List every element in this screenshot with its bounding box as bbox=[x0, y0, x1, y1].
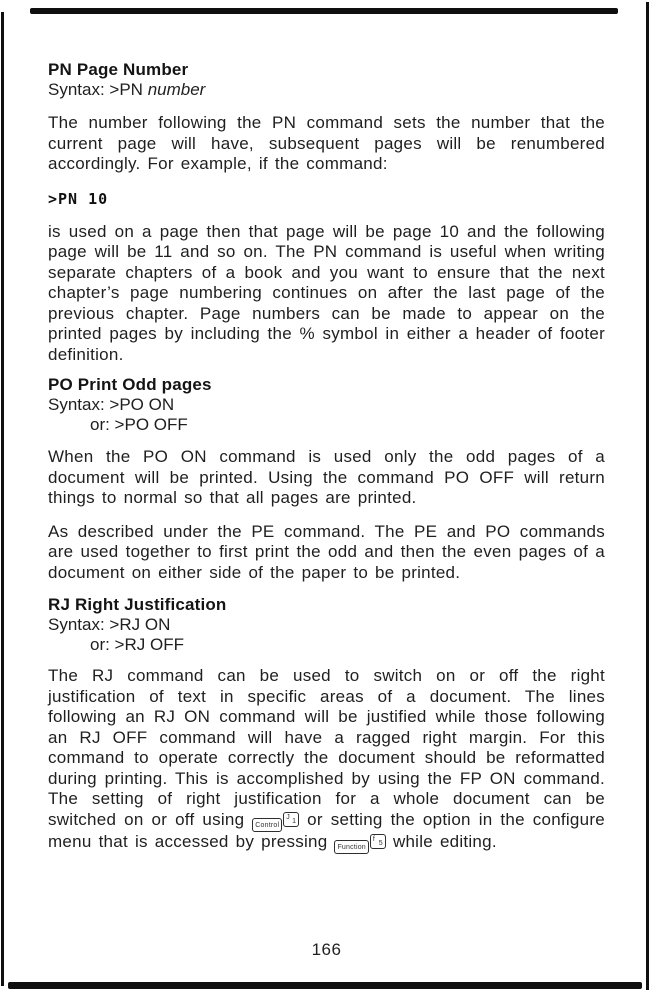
page-number: 166 bbox=[311, 940, 342, 959]
rj-paragraph-text-3: while editing. bbox=[392, 831, 497, 851]
rj-syntax-line-1: Syntax: >RJ ON bbox=[48, 615, 171, 634]
pn-syntax-line bbox=[48, 80, 605, 100]
control-key-label: Control bbox=[255, 821, 280, 829]
po-syntax-line-1: Syntax: >PO ON bbox=[48, 395, 175, 414]
f5-key-icon bbox=[370, 834, 386, 849]
f5-key-top-label: f bbox=[372, 835, 376, 843]
rj-heading: RJ Right Justification bbox=[48, 595, 227, 614]
scan-artifact-bottom-bar bbox=[8, 982, 642, 989]
j-key-icon bbox=[283, 812, 299, 827]
section-rj-right-justification bbox=[48, 595, 605, 854]
function-key-icon bbox=[334, 840, 368, 854]
scan-artifact-top-bar bbox=[30, 8, 618, 14]
scan-artifact-left-edge bbox=[1, 12, 4, 986]
rj-syntax-line-2: or: >RJ OFF bbox=[90, 635, 184, 654]
scan-artifact-right-edge bbox=[646, 2, 649, 990]
pn-paragraph-1: The number following the PN command sets the number that the current page will have, subsequent pages will be renumbered accordingly. For example, if the command: bbox=[48, 113, 605, 173]
pn-heading: PN Page Number bbox=[48, 60, 189, 79]
pn-command-example: >PN 10 bbox=[48, 189, 109, 208]
section-po-print-odd-pages bbox=[48, 375, 605, 583]
po-paragraph-2: As described under the PE command. The PE and PO commands are used together to first print the odd and then the even pages of a document on either side of the paper to be printed. bbox=[48, 521, 605, 582]
section-pn-page-number bbox=[48, 60, 605, 365]
po-heading: PO Print Odd pages bbox=[48, 375, 212, 394]
j-key-top-label: J bbox=[286, 813, 290, 821]
function-key-label: Function bbox=[337, 843, 366, 851]
j-key-bottom-label: 1 bbox=[292, 817, 297, 825]
rj-paragraph bbox=[48, 666, 605, 854]
f5-key-bottom-label: 5 bbox=[378, 839, 383, 847]
pn-syntax-argument: number bbox=[147, 80, 206, 99]
rj-paragraph-text-2: or setting the option in the configure menu that is accessed by pressing bbox=[48, 809, 605, 851]
control-key-icon bbox=[252, 818, 282, 832]
po-paragraph-1: When the PO ON command is used only the odd pages of a document will be printed. Using the command PO OFF will return things to normal so that all pages are printed. bbox=[48, 447, 605, 507]
rj-paragraph-text-1: The RJ command can be used to switch on or off the right justification of text in specific areas of a document. The lines following an RJ ON command will be justified while those following an RJ OFF command will have a ragged right margin. For this command to operate correctly the document should be reformatted during printing. This is accomplished by using the FP ON command. The setting of right justification for a whole document can be switched on or off using bbox=[48, 666, 605, 829]
pn-paragraph-2: is used on a page then that page will be page 10 and the following page will be 11 and so on. The PN command is useful when writing separate chapters of a book and you want to ensure that the next chapter’s page numbering continues on after the last page of the previous chapter. Page numbers can be made to appear on the printed pages by including the % symbol in either a header of footer definition. bbox=[48, 221, 605, 364]
pn-syntax-prefix: Syntax: >PN bbox=[48, 80, 143, 99]
po-syntax-line-2: or: >PO OFF bbox=[90, 415, 188, 434]
